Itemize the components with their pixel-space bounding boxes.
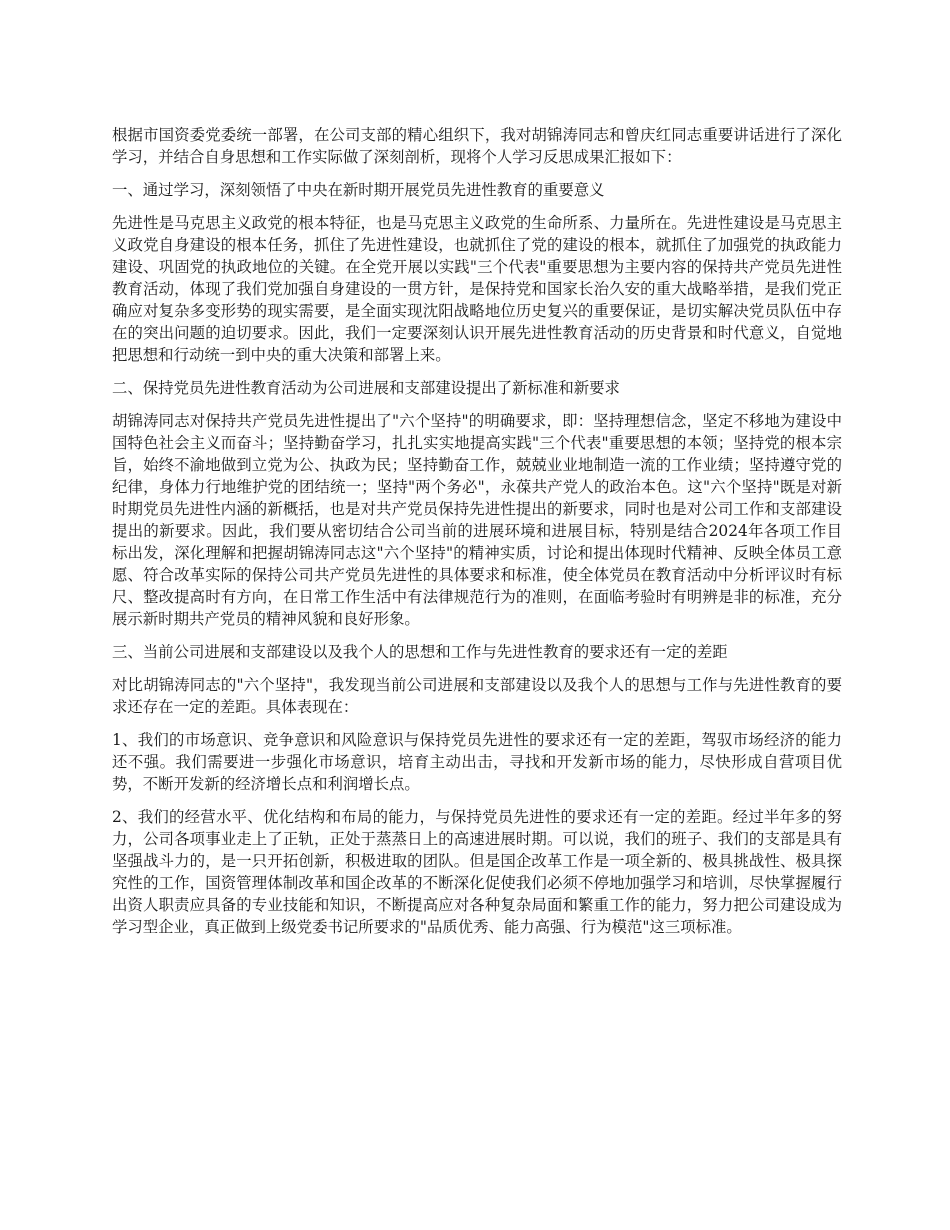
- document-body: [112, 124, 842, 949]
- section-heading-2: 二、保持党员先进性教育活动为公司进展和支部建设提出了新标准和新要求: [112, 379, 620, 397]
- intro-paragraph: 根据市国资委党委统一部署，在公司支部的精心组织下，我对胡锦涛同志和曾庆红同志重要讲话进行了深化学习，并结合自身思想和工作实际做了深刻剖析，现将个人学习反思成果汇报如下：: [112, 126, 842, 166]
- section-3-paragraph: 对比胡锦涛同志的"六个坚持"，我发现当前公司进展和支部建设以及我个人的思想与工作与先进性教育的要求还存在一定的差距。具体表现在：: [112, 676, 842, 716]
- list-item-1: 1、我们的市场意识、竞争意识和风险意识与保持党员先进性的要求还有一定的差距，驾驭市场经济的能力还不强。我们需要进一步强化市场意识，培育主动出击，寻找和开发新市场的能力，尽快形成自营项目优势，不断开发新的经济增长点和利润增长点。: [112, 731, 842, 793]
- section-heading-1: 一、通过学习，深刻领悟了中央在新时期开展党员先进性教育的重要意义: [112, 181, 605, 199]
- section-heading-3: 三、当前公司进展和支部建设以及我个人的思想和工作与先进性教育的要求还有一定的差距: [112, 643, 728, 661]
- list-item-2: 2、我们的经营水平、优化结构和布局的能力，与保持党员先进性的要求还有一定的差距。经过半年多的努力，公司各项事业走上了正轨，正处于蒸蒸日上的高速进展时期。可以说，我们的班子、我们的支部是具有坚强战斗力的，是一只开拓创新，积极进取的团队。但是国企改革工作是一项全新的、极具挑战性、极具探究性的工作，国资管理体制改革和国企改革的不断深化促使我们必须不停地加强学习和培训，尽快掌握履行出资人职责应具备的专业技能和知识，不断提高应对各种复杂局面和繁重工作的能力，努力把公司建设成为学习型企业，真正做到上级党委书记所要求的"品质优秀、能力高强、行为模范"这三项标准。: [112, 808, 842, 936]
- section-1-paragraph: 先进性是马克思主义政党的根本特征，也是马克思主义政党的生命所系、力量所在。先进性建设是马克思主义政党自身建设的根本任务，抓住了先进性建设，也就抓住了党的建设的根本，就抓住了加强党的执政能力建设、巩固党的执政地位的关键。在全党开展以实践"三个代表"重要思想为主要内容的保持共产党员先进性教育活动，体现了我们党加强自身建设的一贯方针，是保持党和国家长治久安的重大战略举措，是我们党正确应对复杂多变形势的现实需要，是全面实现沈阳战略地位历史复兴的重要保证，是切实解决党员队伍中存在的突出问题的迫切要求。因此，我们一定要深刻认识开展先进性教育活动的历史背景和时代意义，自觉地把思想和行动统一到中央的重大决策和部署上来。: [112, 214, 842, 364]
- section-2-paragraph: 胡锦涛同志对保持共产党员先进性提出了"六个坚持"的明确要求，即：坚持理想信念，坚定不移地为建设中国特色社会主义而奋斗；坚持勤奋学习，扎扎实实地提高实践"三个代表"重要思想的本领；坚持党的根本宗旨，始终不渝地做到立党为公、执政为民；坚持勤奋工作，兢兢业业地制造一流的工作业绩；坚持遵守党的纪律，身体力行地维护党的团结统一；坚持"两个务必"，永葆共产党人的政治本色。这"六个坚持"既是对新时期党员先进性内涵的新概括，也是对共产党员保持先进性提出的新要求，同时也是对公司工作和支部建设提出的新要求。因此，我们要从密切结合公司当前的进展环境和进展目标，特别是结合2024年各项工作目标出发，深化理解和把握胡锦涛同志这"六个坚持"的精神实质，讨论和提出体现时代精神、反映全体员工意愿、符合改革实际的保持公司共产党员先进性的具体要求和标准，使全体党员在教育活动中分析评议时有标尺、整改提高时有方向，在日常工作生活中有法律规范行为的准则，在面临考验时有明辨是非的标准，充分展示新时期共产党员的精神风貌和良好形象。: [112, 412, 842, 628]
